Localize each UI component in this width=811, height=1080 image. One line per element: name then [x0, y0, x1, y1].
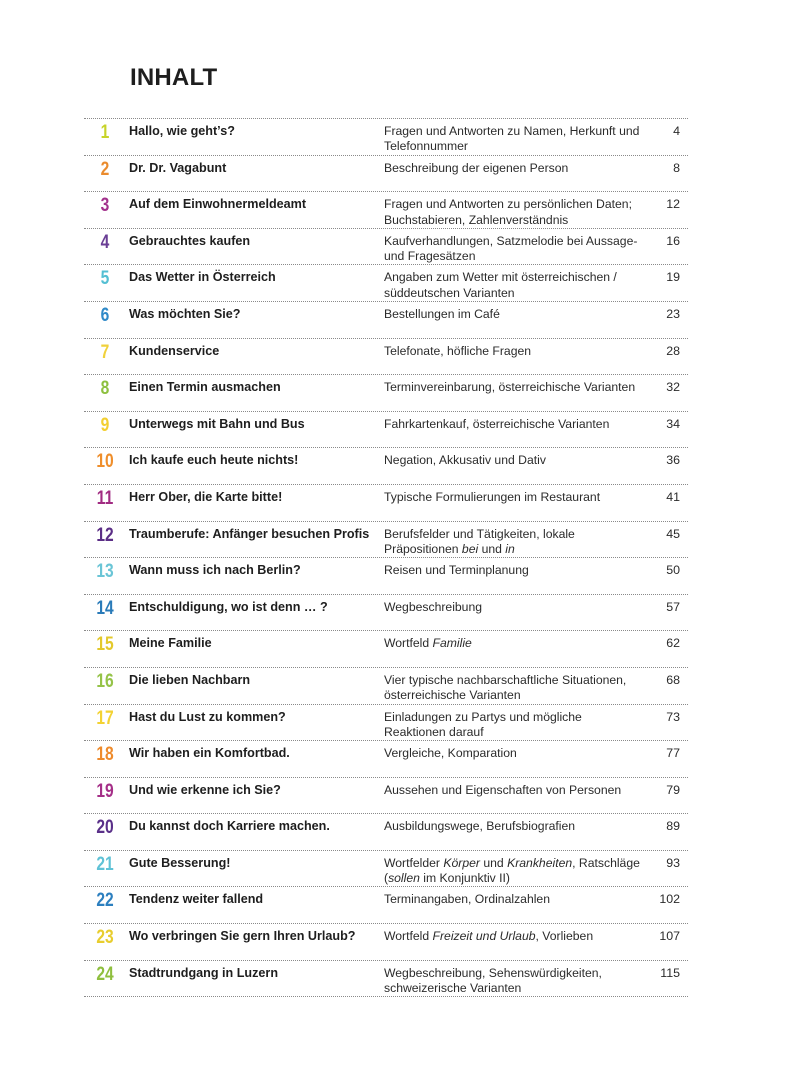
chapter-number: 16	[96, 670, 114, 692]
description-text: Wegbeschreibung, Sehenswürdigkeiten, schweizerische Varianten	[384, 965, 602, 996]
chapter-number: 24	[96, 963, 114, 985]
chapter-number: 11	[96, 487, 114, 509]
chapter-title: Du kannst doch Karriere machen.	[129, 819, 330, 834]
page-number: 41	[666, 489, 680, 504]
chapter-number: 18	[96, 744, 114, 766]
description-italic-text: bei	[461, 541, 479, 556]
toc-entry	[84, 412, 688, 449]
chapter-title: Das Wetter in Österreich	[129, 270, 276, 285]
description-italic-text: Freizeit und Urlaub	[432, 929, 536, 944]
page-number: 68	[666, 672, 680, 687]
description-text: Wortfeld	[384, 636, 433, 651]
description-text: Vergleiche, Komparation	[384, 746, 517, 761]
chapter-title: Stadtrundgang in Luzern	[129, 965, 279, 980]
chapter-title: Die lieben Nachbarn	[129, 672, 251, 687]
description-text: Wortfelder	[384, 855, 444, 870]
chapter-number: 3	[100, 195, 110, 217]
description-text: Terminangaben, Ordinalzahlen	[384, 892, 550, 907]
page-number: 50	[666, 563, 680, 578]
chapter-title: Was möchten Sie?	[129, 306, 241, 321]
page-number: 79	[666, 782, 680, 797]
chapter-title: Meine Familie	[129, 636, 212, 651]
description-text: und	[478, 541, 506, 556]
chapter-title: Und wie erkenne ich Sie?	[129, 782, 281, 797]
description-text: Typische Formulierungen im Restaurant	[384, 489, 601, 504]
toc-entry	[84, 265, 688, 302]
description-text: , Vorlieben	[535, 929, 594, 944]
chapter-number: 13	[96, 561, 114, 583]
chapter-number: 15	[96, 634, 114, 656]
toc-entry	[84, 778, 688, 815]
chapter-description	[384, 490, 646, 505]
description-text: Kaufverhandlungen, Satzmelodie bei Aussage- und Fragesätzen	[384, 233, 638, 264]
description-text: Terminvereinbarung, österreichische Varianten	[384, 380, 636, 395]
page-number: 23	[666, 306, 680, 321]
toc-entry	[84, 705, 688, 742]
toc-entry	[84, 814, 688, 851]
chapter-number: 23	[96, 927, 114, 949]
chapter-title: Entschuldigung, wo ist denn … ?	[129, 599, 328, 614]
page-number: 36	[666, 453, 680, 468]
chapter-number: 14	[96, 597, 114, 619]
description-text: Fahrkartenkauf, österreichische Varianten	[384, 416, 610, 431]
page-number: 4	[673, 124, 680, 138]
page-number: 73	[666, 709, 680, 724]
toc-entry	[84, 229, 688, 266]
chapter-number: 20	[96, 817, 114, 839]
chapter-title: Herr Ober, die Karte bitte!	[129, 489, 283, 504]
chapter-description	[384, 856, 646, 887]
description-italic-text: in	[505, 541, 515, 556]
toc-entry	[84, 119, 688, 156]
chapter-number: 8	[100, 378, 110, 400]
chapter-title: Kundenservice	[129, 343, 220, 358]
chapter-title: Auf dem Einwohnermeldeamt	[129, 197, 307, 212]
description-italic-text: Körper	[443, 855, 480, 870]
chapter-title: Hast du Lust zu kommen?	[129, 709, 286, 724]
page-number: 77	[666, 746, 680, 761]
chapter-description	[384, 563, 646, 578]
page-number: 16	[666, 233, 680, 248]
chapter-number: 22	[96, 890, 114, 912]
chapter-title: Wann muss ich nach Berlin?	[129, 563, 301, 578]
description-text: Ausbildungswege, Berufsbiografien	[384, 819, 576, 834]
page-number: 62	[666, 636, 680, 651]
description-text: , Ratschläge (	[384, 855, 640, 886]
toc-entry	[84, 595, 688, 632]
page-number: 102	[659, 892, 680, 907]
chapter-number: 21	[96, 853, 114, 875]
description-text: Einladungen zu Partys und mögliche Reaktionen darauf	[384, 709, 582, 739]
chapter-title: Tendenz weiter fallend	[129, 892, 264, 907]
chapter-number: 5	[100, 268, 110, 290]
chapter-description	[384, 600, 646, 615]
chapter-description	[384, 197, 646, 228]
chapter-description	[384, 892, 646, 907]
table-of-contents	[84, 118, 688, 997]
chapter-description	[384, 161, 646, 176]
page-number: 89	[666, 819, 680, 834]
chapter-description	[384, 783, 646, 798]
chapter-description	[384, 746, 646, 761]
chapter-description	[384, 234, 646, 265]
toc-entry	[84, 851, 688, 888]
description-italic-text: Familie	[432, 636, 472, 651]
toc-entry	[84, 558, 688, 595]
page-number: 107	[659, 929, 680, 944]
chapter-description	[384, 636, 646, 651]
page-number: 34	[666, 416, 680, 431]
description-text: Berufsfelder und Tätigkeiten, lokale Präpositionen	[384, 526, 575, 556]
toc-entry	[84, 522, 688, 559]
page-number: 12	[666, 197, 680, 212]
description-text: Bestellungen im Café	[384, 306, 500, 321]
chapter-number: 10	[96, 451, 114, 473]
chapter-description	[384, 966, 646, 997]
chapter-description	[384, 673, 646, 704]
chapter-title: Traumberufe: Anfänger besuchen Profis	[129, 526, 370, 541]
description-text: Reisen und Terminplanung	[384, 563, 529, 578]
description-text: Wortfeld	[384, 929, 433, 944]
description-italic-text: Krankheiten	[507, 855, 573, 870]
chapter-title: Einen Termin ausmachen	[129, 380, 281, 395]
toc-entry	[84, 485, 688, 522]
chapter-description	[384, 710, 646, 741]
description-text: Fragen und Antworten zu persönlichen Daten; Buchstabieren, Zahlenverständnis	[384, 197, 632, 227]
chapter-title: Dr. Dr. Vagabunt	[129, 160, 227, 175]
chapter-description	[384, 819, 646, 834]
chapter-description	[384, 380, 646, 395]
page-number: 45	[666, 526, 680, 541]
page-number: 19	[666, 270, 680, 285]
description-text: Negation, Akkusativ und Dativ	[384, 453, 546, 468]
chapter-title: Wo verbringen Sie gern Ihren Urlaub?	[129, 929, 356, 944]
toc-entry	[84, 375, 688, 412]
toc-entry	[84, 448, 688, 485]
chapter-number: 12	[96, 524, 114, 546]
chapter-number: 7	[100, 341, 110, 363]
chapter-number: 6	[100, 304, 110, 326]
toc-entry	[84, 631, 688, 668]
description-italic-text: sollen	[388, 871, 420, 886]
chapter-number: 17	[96, 707, 114, 729]
chapter-description	[384, 929, 646, 944]
page-number: 115	[660, 965, 680, 980]
description-text: Fragen und Antworten zu Namen, Herkunft und Telefonnummer	[384, 124, 640, 154]
description-text: Wegbeschreibung	[384, 599, 483, 614]
page-number: 32	[666, 380, 680, 395]
page-number: 57	[666, 599, 680, 614]
description-text: und	[479, 855, 508, 870]
description-text: Aussehen und Eigenschaften von Personen	[384, 782, 622, 797]
chapter-description	[384, 344, 646, 359]
chapter-description	[384, 307, 646, 322]
page-number: 28	[666, 343, 680, 358]
toc-entry	[84, 741, 688, 778]
chapter-number: 4	[100, 231, 110, 253]
chapter-title: Wir haben ein Komfortbad.	[129, 746, 290, 761]
chapter-number: 2	[100, 158, 110, 180]
toc-entry	[84, 192, 688, 229]
chapter-title: Unterwegs mit Bahn und Bus	[129, 416, 305, 431]
toc-entry	[84, 339, 688, 376]
description-text: Beschreibung der eigenen Person	[384, 160, 569, 175]
description-text: Telefonate, höfliche Fragen	[384, 343, 532, 358]
chapter-number: 1	[100, 122, 110, 143]
chapter-title: Ich kaufe euch heute nichts!	[129, 453, 299, 468]
page-number: 8	[673, 160, 680, 175]
toc-entry	[84, 302, 688, 339]
chapter-number: 9	[100, 414, 110, 436]
chapter-description	[384, 527, 646, 558]
chapter-title: Hallo, wie geht’s?	[129, 124, 235, 138]
chapter-title: Gute Besserung!	[129, 855, 231, 870]
description-text: Vier typische nachbarschaftliche Situationen, österreichische Varianten	[384, 672, 627, 703]
chapter-description	[384, 417, 646, 432]
description-text: im Konjunktiv II)	[419, 871, 510, 886]
chapter-description	[384, 270, 646, 301]
toc-entry	[84, 668, 688, 705]
toc-entry	[84, 924, 688, 961]
toc-entry	[84, 887, 688, 924]
toc-entry	[84, 156, 688, 193]
chapter-description	[384, 124, 646, 155]
chapter-number: 19	[96, 780, 114, 802]
chapter-description	[384, 453, 646, 468]
page-title: INHALT	[130, 64, 218, 91]
page-number: 93	[666, 855, 680, 870]
description-text: Angaben zum Wetter mit österreichischen / süddeutschen Varianten	[384, 270, 617, 300]
toc-entry	[84, 961, 688, 998]
chapter-title: Gebrauchtes kaufen	[129, 233, 251, 248]
